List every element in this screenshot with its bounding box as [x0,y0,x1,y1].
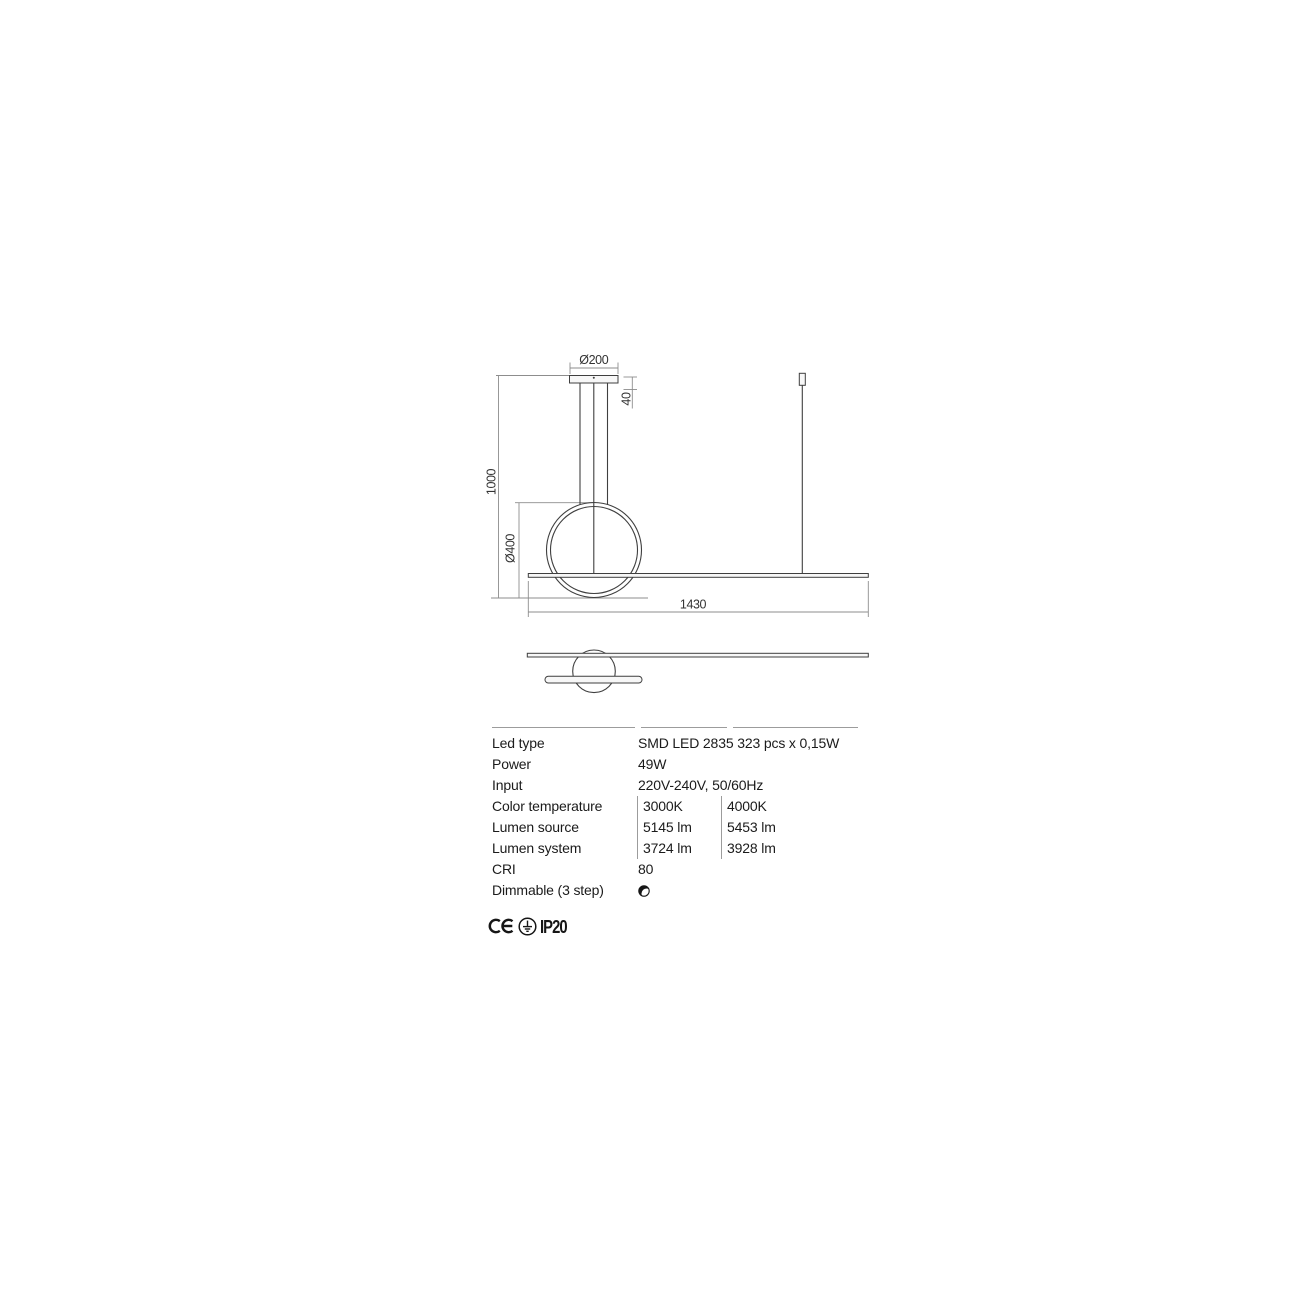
dimmable-3-step-icon [638,885,650,897]
spec-row-lumen-system [492,838,858,859]
led-bar [528,574,868,578]
class-1-earth-icon [518,917,537,936]
spec-table [492,727,858,901]
ceiling-canopy [570,376,619,384]
spec-row-lumen-source [492,817,858,838]
spec-label: CRI [492,861,516,877]
spec-label: Dimmable (3 step) [492,882,604,898]
spec-value: SMD LED 2835 323 pcs x 0,15W [638,735,840,751]
spec-value-4000k: 4000K [721,796,767,817]
spec-value-3000k: 5145 lm [637,817,721,838]
spec-label: Input [492,777,523,793]
spec-row-led-type [492,733,858,754]
dimension-lines [491,363,868,618]
spec-row-input [492,775,858,796]
spec-rows [492,727,858,901]
side-view [485,353,869,617]
dim-label-ring-diameter: Ø400 [503,534,518,563]
ce-mark-icon [488,918,515,934]
spec-row-cri [492,859,858,880]
dim-label-canopy-height: 40 [619,392,634,406]
spec-label: Color temperature [492,798,603,814]
dim-label-suspension-height: 1000 [484,468,499,496]
ip-rating-label: IP20 [540,915,567,937]
spec-label: Lumen source [492,819,579,835]
spec-row-power [492,754,858,775]
dim-label-bar-length: 1430 [679,597,707,612]
top-view [527,650,868,693]
canopy-mount-dot [593,377,595,379]
spec-label: Power [492,756,531,772]
spec-value-3000k: 3724 lm [637,838,721,859]
spec-value [637,880,650,901]
dim-label-canopy-diameter: Ø200 [579,353,609,367]
spec-row-dimmable [492,880,858,901]
spec-value-3000k: 3000K [637,796,721,817]
spec-value: 220V-240V, 50/60Hz [638,777,764,793]
spec-label: Led type [492,735,545,751]
spec-value: 80 [638,861,654,877]
right-ceiling-fitting [799,373,805,385]
table-top-rule [492,727,858,728]
spec-row-color-temperature [492,796,858,817]
led-bar-top-view [527,653,868,657]
spec-value-4000k: 5453 lm [721,817,776,838]
spec-value-4000k: 3928 lm [721,838,776,859]
led-ring-top-view [545,676,642,683]
certifications [488,916,573,936]
spec-value: 49W [638,756,667,772]
spec-label: Lumen system [492,840,582,856]
